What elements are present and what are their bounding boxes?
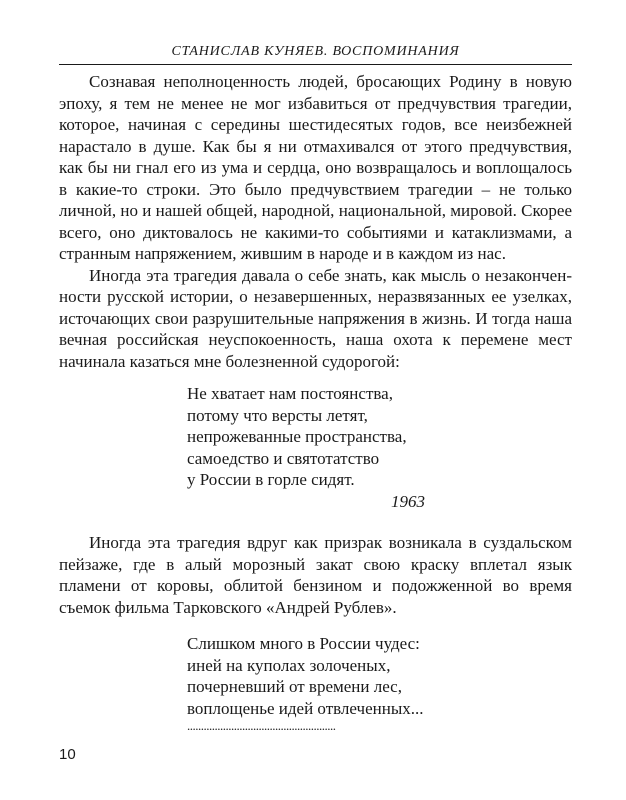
- poem-2-line: иней на куполах золоченых,: [187, 655, 391, 675]
- paragraph-2: Иногда эта трагедия давала о себе знать, как мысль о незаконченности русской истории, о незавершенных, неразвязанных ее узелках, источающих свои разрушительные напряжения в жизнь. И тогда наша вечная российская неуспокоенность, наша охота к перемене мест начинала казаться мне болезненной судорогой:: [59, 265, 572, 371]
- poem-1-line: непрожеванные пространства,: [187, 427, 407, 446]
- running-head-title: СТАНИСЛАВ КУНЯЕВ. ВОСПОМИНАНИЯ: [171, 44, 460, 59]
- poem-2-line: воплощенье идей отвлеченных...: [187, 698, 424, 718]
- poem-2-line: почерневший от времени лес,: [187, 677, 402, 696]
- poem-1-line: самоедство и святотатство: [187, 448, 380, 468]
- poem-2-ellipsis-line: ......................................................: [187, 718, 336, 733]
- poem-1-line: у России в горле сидят.: [187, 470, 355, 489]
- poem-2-line: Слишком много в России чудес:: [187, 634, 420, 653]
- poem-1-line: Не хватает нам постоянства,: [187, 384, 393, 403]
- paragraph-3: Иногда эта трагедия вдруг как призрак возникала в суздальском пейзаже, где в алый морозный закат свою краску вплетал язык пламени от коровы, облитой бензином и подожженной во время съемок фильма Тарковского «Андрей Рублев».: [59, 533, 572, 617]
- poem-2: [187, 633, 427, 733]
- paragraph-1: Сознавая неполноценность людей, бросающих Родину в новую эпоху, я тем не менее не мог избавиться от предчувствия трагедии, которое, начиная с середины шестидесятых годов, все неизбежней нарастало в душе. Как бы я ни отмахивался от этого предчувствия, как бы ни гнал его из ума и сердца, оно возвращалось и воплощалось в какие-то строки. Это было предчувствием трагедии – не только личной, но и нашей общей, народной, национальной, мировой. Скорее всего, оно диктовалось не какими-то событиями и катаклизмами, а странным напряжением, жившим в народе и в каждом из нас.: [59, 72, 572, 263]
- header-rule: [59, 64, 572, 65]
- page-number: 10: [59, 746, 76, 763]
- poem-1-date: 1963: [391, 491, 425, 511]
- body-text: [59, 71, 572, 733]
- poem-1-line: потому что версты летят,: [187, 405, 368, 425]
- poem-1: [187, 383, 427, 512]
